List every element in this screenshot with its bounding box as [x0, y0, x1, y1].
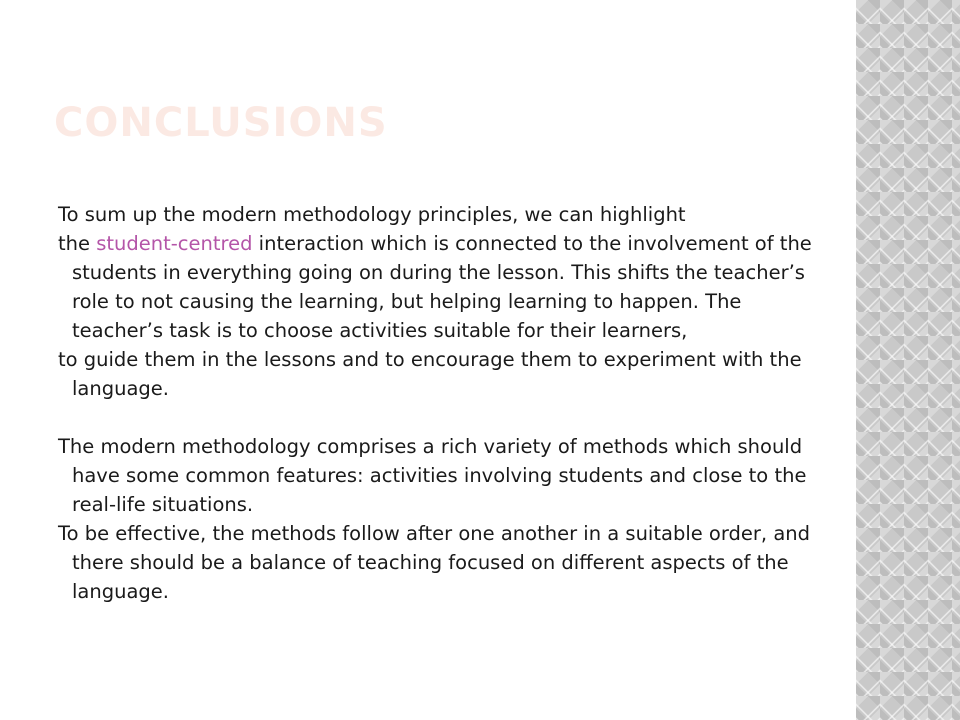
paragraph-summary-intro: To sum up the modern methodology principles, we can highlight	[58, 203, 686, 226]
slide-body	[58, 200, 818, 606]
paragraph-guide: to guide them in the lessons and to encourage them to experiment with the language.	[58, 348, 802, 400]
decorative-side-panel	[856, 0, 960, 720]
slide-title: CONCLUSIONS	[54, 100, 388, 146]
paragraph-spacer	[58, 403, 818, 432]
paragraph-methods: The modern methodology comprises a rich variety of methods which should have some common features: activities involving students and close to the real-life situations.	[58, 435, 807, 516]
paragraph-effective: To be effective, the methods follow after one another in a suitable order, and there should be a balance of teaching focused on different aspects of the language.	[58, 522, 811, 603]
paragraph-student-centred	[58, 229, 818, 345]
highlighted-term: student-centred	[96, 232, 253, 255]
paragraph-text-before: the	[58, 232, 97, 255]
paragraph-text-after: interaction which is connected to the involvement of the students in everything going on during the lesson. This shifts the teacher’s role to not causing the learning, but helping learning to happen. The teacher’s task is to choose activities suitable for their learners,	[72, 232, 812, 342]
